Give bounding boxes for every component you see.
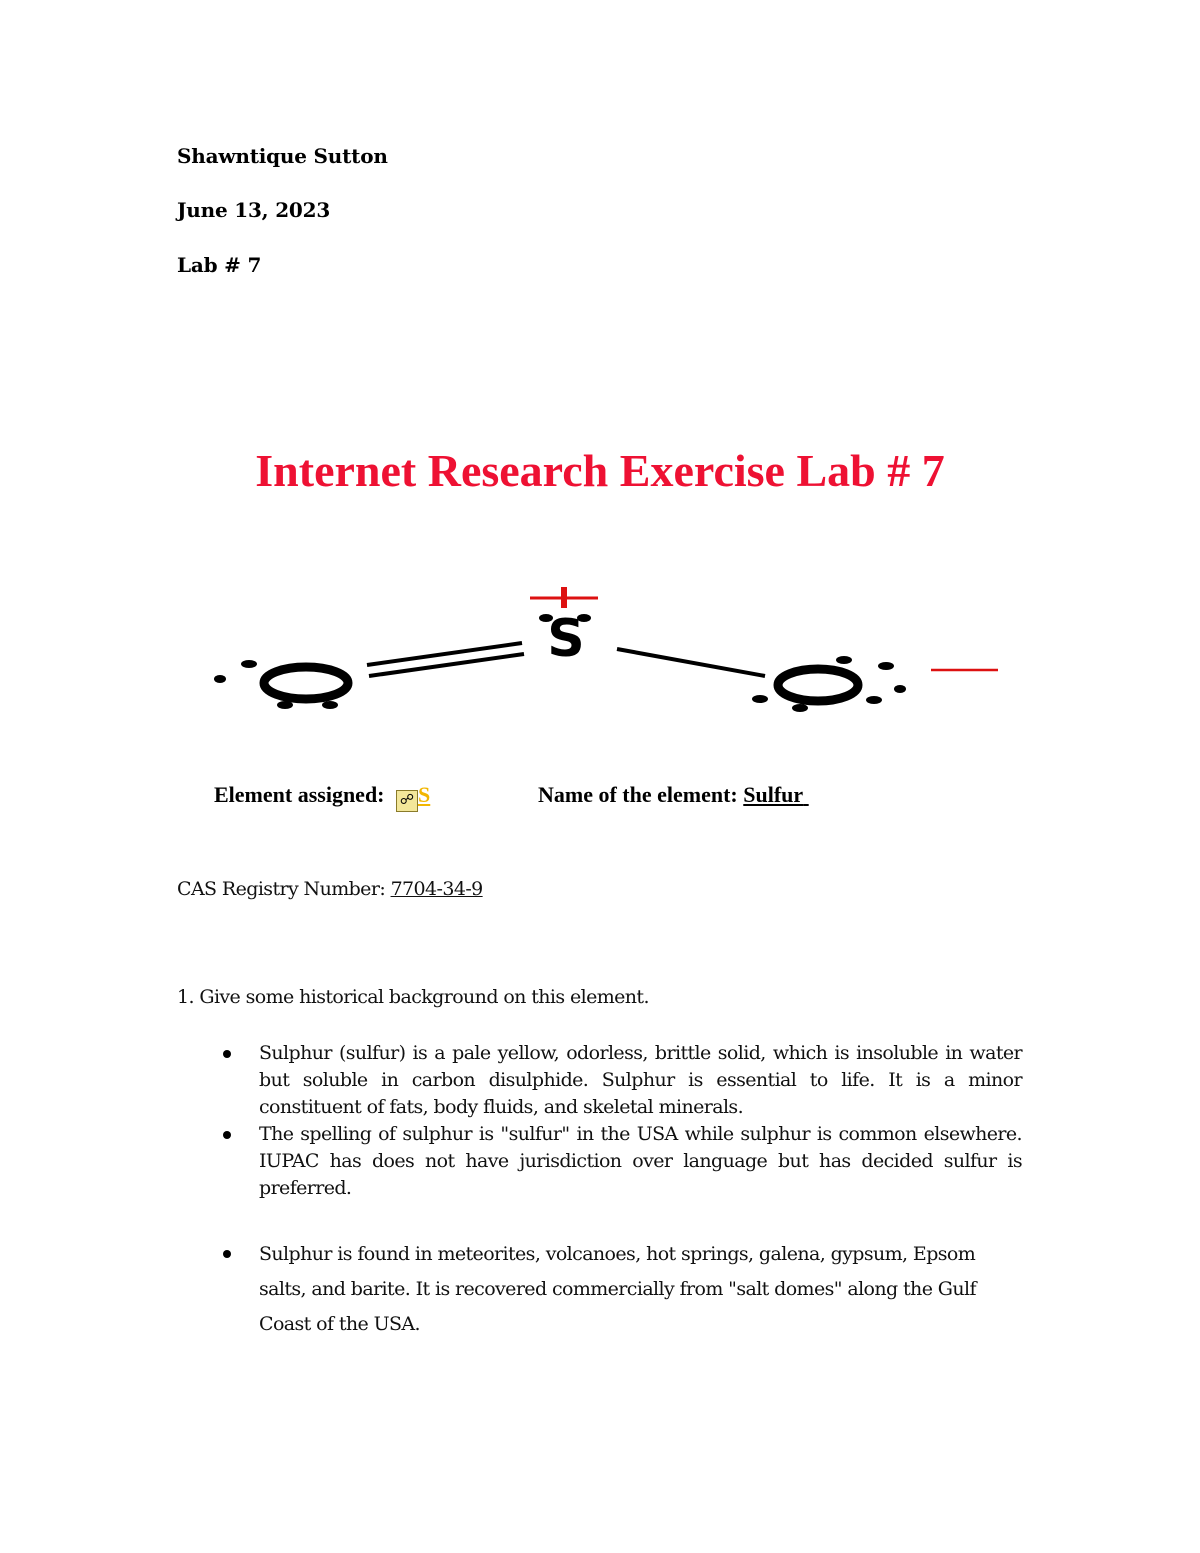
bullet-icon — [223, 1131, 231, 1139]
positive-charge — [530, 587, 598, 608]
element-symbol[interactable]: S — [418, 782, 431, 807]
sulfur-atom: S — [547, 609, 585, 669]
oxygen-atom-left — [264, 667, 348, 699]
document-date: June 13, 2023 — [177, 198, 331, 222]
bullet-list-occurrence — [259, 1237, 1022, 1342]
lab-number: Lab # 7 — [177, 253, 262, 277]
element-link-icon[interactable]: ☍ — [396, 790, 418, 812]
bullet-icon — [223, 1050, 231, 1058]
element-assigned-row — [214, 780, 430, 812]
bullet-icon — [223, 1250, 231, 1258]
cas-registry — [177, 878, 483, 900]
cas-label: CAS Registry Number: — [177, 878, 391, 900]
question-1: 1. Give some historical background on this element. — [177, 986, 649, 1008]
list-item: The spelling of sulphur is "sulfur" in the USA while sulphur is common elsewhere. IUPAC has does not have jurisdiction over language but has decided sulfur is preferred. — [259, 1121, 1022, 1202]
list-item: Sulphur is found in meteorites, volcanoes, hot springs, galena, gypsum, Epsom salts, and barite. It is recovered commercially from "salt domes" along the Gulf Coast of the USA. — [259, 1237, 1022, 1342]
oxygen-atom-right — [778, 669, 858, 701]
element-assigned-label: Element assigned: — [214, 782, 385, 807]
list-item: Sulphur (sulfur) is a pale yellow, odorless, brittle solid, which is insoluble in water but soluble in carbon disulphide. Sulphur is essential to life. It is a minor constituent of fats, body fluids, and skeletal minerals. — [259, 1040, 1022, 1121]
bullet-list-history — [259, 1040, 1022, 1202]
so2-lewis-structure — [200, 578, 1020, 728]
cas-number: 7704-34-9 — [390, 878, 483, 900]
element-name-value: Sulfur — [743, 782, 804, 807]
element-name-label: Name of the element: — [538, 782, 738, 807]
element-name-row — [538, 780, 809, 810]
author-name: Shawntique Sutton — [177, 144, 388, 168]
page-title: Internet Research Exercise Lab # 7 — [255, 445, 945, 496]
